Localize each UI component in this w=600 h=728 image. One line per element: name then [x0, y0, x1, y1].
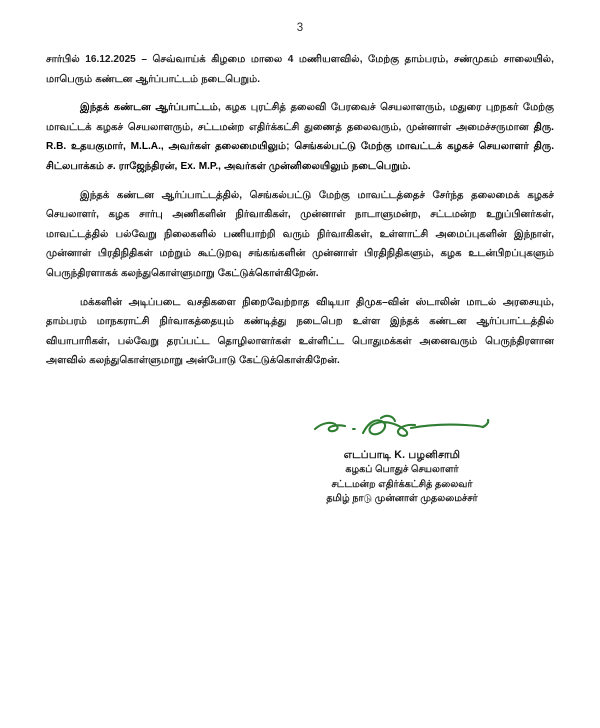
signatory-title-1: கழகப் பொதுச் செயலாளர் — [345, 464, 459, 475]
body-text: , கழக புரட்சித் தலைவி பேரவைச் செயலாளரும், மதுரை புறநகர் மேற்கு மாவட்டக் கழகச் செயலாளரும், சட்டமன்ற எதிர்க்கட்சி துணைத் தலைவரும், முன்னாள் அமைச்சருமான — [46, 102, 554, 133]
handwritten-signature-icon — [307, 412, 497, 446]
page-number: 3 — [296, 22, 304, 34]
emphasis-text: செங்கல்பட்டு மேற்கு மாவட்டக் கழகச் செயலாளர் திரு. சிட்லபாக்கம் ச. ராஜேந்திரன், Ex. M.P., அவர்கள் முன்னிலையிலும் நடைபெறும். — [46, 141, 555, 172]
body-text: இந்தக் கண்டன ஆர்ப்பாட்டத்தில், செங்கல்பட்டு மேற்கு மாவட்டத்தைச் சேர்ந்த தலைமைக் கழகச் செயலாளர், கழக சார்பு அணிகளின் நிர்வாகிகள், முன்னாள் நாடாளுமன்ற, சட்டமன்ற உறுப்பினர்கள், மாவட்டத்தில் பல்வேறு நிலைகளில் பணியாற்றி வரும் நிர்வாகிகள், உள்ளாட்சி அமைப்புகளின் இந்நாள், முன்னாள் பிரதிநிதிகள் மற்றும் கூட்டுறவு சங்கங்களின் முன்னாள் பிரதிநிதிகளும், கழக உடன்பிறப்புகளும் பெருந்திரளாகக் கலந்துகொள்ளுமாறு கேட்டுக்கொள்கிறேன். — [46, 189, 554, 279]
signatory-name: எடப்பாடி K. பழனிசாமி — [343, 449, 461, 461]
paragraph-4 — [46, 293, 554, 371]
signature-block — [0, 412, 600, 507]
document-body — [46, 34, 554, 371]
emphasis-text: திரு. R.B. உதயகுமார், M.L.A., அவர்கள் தலைமையிலும் — [46, 121, 554, 153]
body-text: மக்களின் அடிப்படை வசதிகளை நிறைவேற்றாத விடியா திமுக–வின் ஸ்டாலின் மாடல் அரசையும், தாம்பரம் மாநகராட்சி நிர்வாகத்தையும் கண்டித்து நடைபெற உள்ள இந்தக் கண்டன ஆர்ப்பாட்டத்தில் வியாபாரிகள், பல்வேறு தரப்பட்ட தொழிலாளர்கள் உள்ளிட்ட பொதுமக்கள் அனைவரும் பெருந்திரளான அளவில் கலந்துகொள்ளுமாறு அன்போடு கேட்டுக்கொள்கிறேன். — [46, 296, 554, 367]
body-text: ; — [286, 141, 295, 153]
signatory-title-2: சட்டமன்ற எதிர்க்கட்சித் தலைவர் — [331, 478, 473, 490]
emphasis-text: இந்தக் கண்டன ஆர்ப்பாட்டம் — [80, 102, 218, 114]
body-text: சார்பில் 16.12.2025 – செவ்வாய்க் கிழமை மாலை 4 மணியளவில், மேற்கு தாம்பரம், சண்முகம் சாலையில், மாபெரும் கண்டன ஆர்ப்பாட்டம் நடைபெறும். — [46, 54, 554, 85]
paragraph-1 — [46, 50, 554, 89]
signatory-title-3: தமிழ் நாடு முன்னாள் முதலமைச்சர் — [326, 493, 478, 504]
paragraph-2 — [46, 98, 554, 176]
paragraph-3 — [46, 186, 554, 284]
